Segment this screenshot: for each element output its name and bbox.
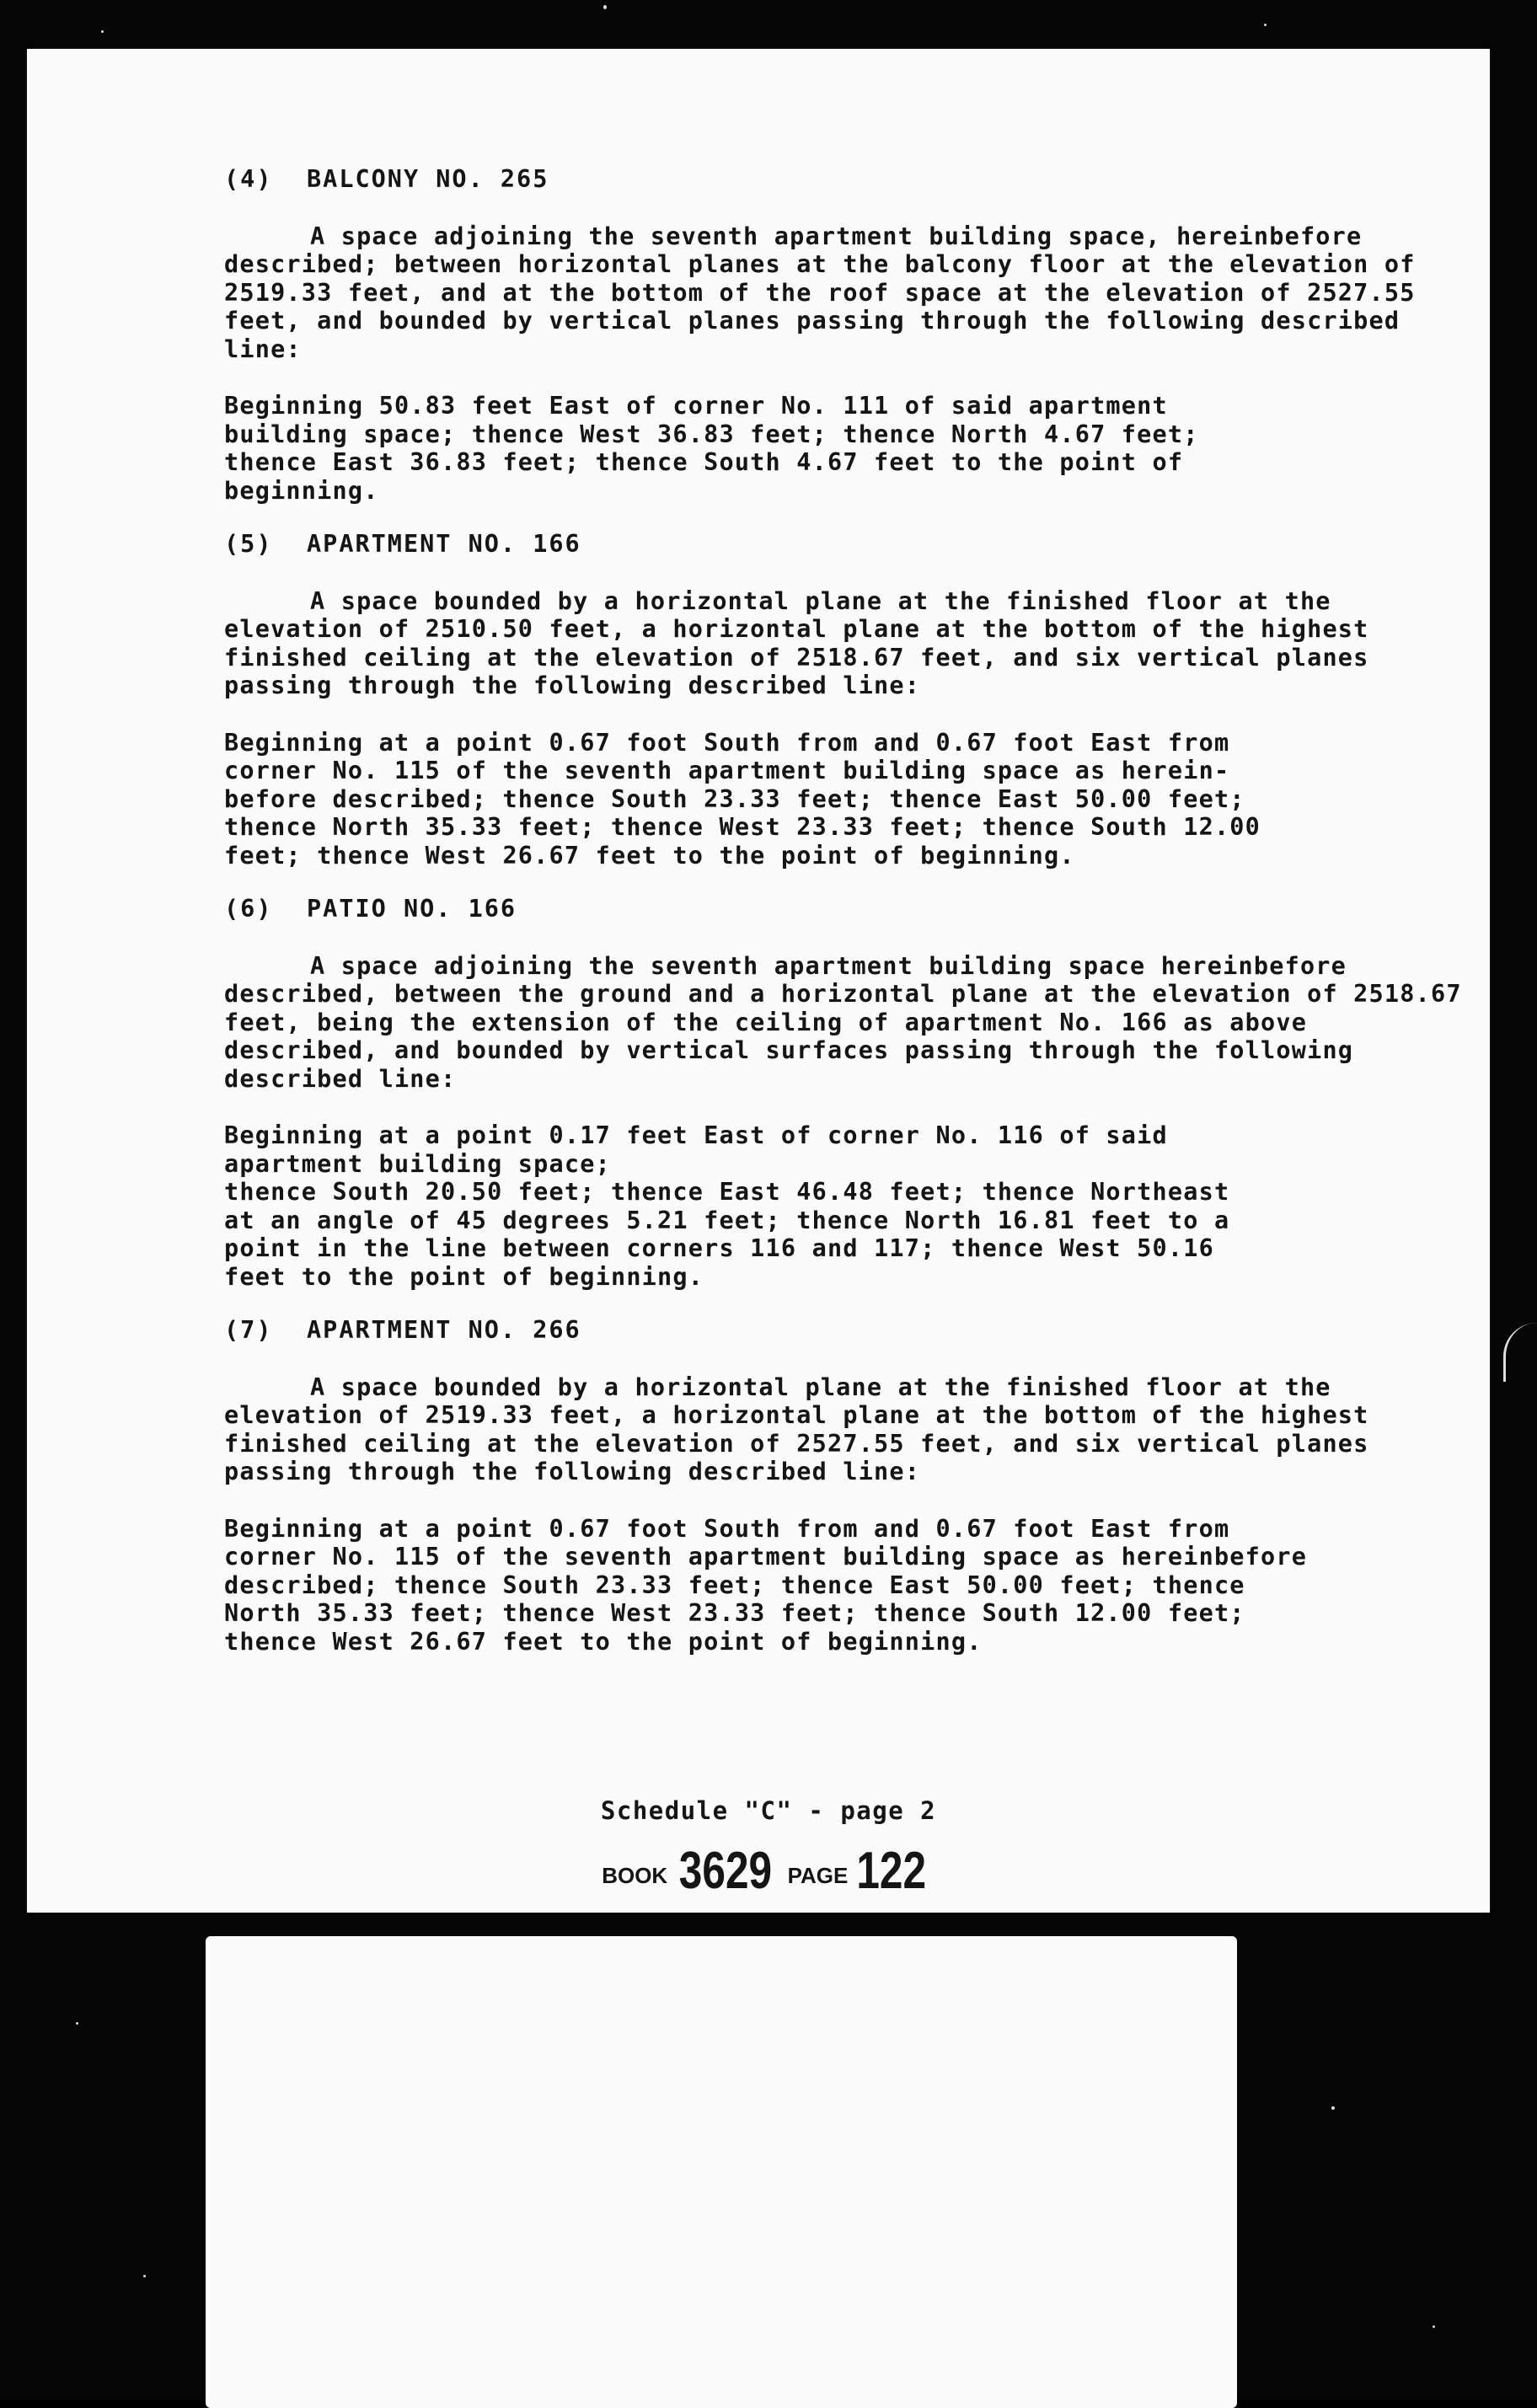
section-title: APARTMENT NO. 266 — [307, 1316, 581, 1344]
section-heading — [224, 530, 1463, 559]
section-apartment-266 — [199, 1316, 1463, 1656]
lower-blank-sheet — [206, 1936, 1237, 2408]
description-line: thence North 35.33 feet; thence West 23.33 feet; thence South 12.00 — [224, 813, 1261, 841]
description-line: thence East 36.83 feet; thence South 4.67 feet to the point of — [224, 448, 1184, 476]
section-title: BALCONY NO. 265 — [307, 165, 549, 193]
section-number: (5) — [224, 530, 273, 558]
description-line: described; thence South 23.33 feet; thence East 50.00 feet; thence — [224, 1571, 1245, 1599]
description-line: feet; thence West 26.67 feet to the point of beginning. — [224, 841, 1075, 870]
section-paragraph: A space bounded by a horizontal plane at the finished floor at the elevation of 2510.50 feet, a horizontal plane at the bottom of the highest finished ceiling at the elevation of 2518.67 feet, and six vertical planes passing through the following described line: — [224, 586, 1369, 699]
description-line: building space; thence West 36.83 feet; thence North 4.67 feet; — [224, 420, 1199, 448]
section-description — [224, 729, 1463, 870]
document-body — [199, 165, 1463, 1681]
description-line: corner No. 115 of the seventh apartment building space as herein- — [224, 757, 1230, 784]
section-paragraph: A space adjoining the seventh apartment building space hereinbefore described, between the ground and a horizontal plane at the elevation of 2518.67 feet, being the extension of the ceiling of apartment No. 166 as above described, and bounded by vertical surfaces passing through the following described line: — [224, 951, 1462, 1093]
scan-speck — [143, 2275, 146, 2277]
section-heading — [224, 165, 1463, 194]
scan-speck — [1331, 2106, 1335, 2110]
book-label: BOOK — [602, 1863, 668, 1888]
description-line: Beginning at a point 0.67 foot South from and 0.67 foot East from — [224, 1514, 1230, 1543]
section-apartment-166 — [199, 530, 1463, 870]
section-patio-166 — [199, 895, 1463, 1291]
section-paragraph: A space bounded by a horizontal plane at the finished floor at the elevation of 2519.33 feet, a horizontal plane at the bottom of the highest finished ceiling at the elevation of 2527.55 feet, and six vertical planes passing through the following described line: — [224, 1373, 1369, 1485]
section-number: (7) — [224, 1316, 273, 1344]
description-line: North 35.33 feet; thence West 23.33 feet; thence South 12.00 feet; — [224, 1599, 1245, 1627]
description-line: apartment building space; — [224, 1149, 611, 1178]
section-balcony-265 — [199, 165, 1463, 505]
page-number: 122 — [856, 1842, 927, 1900]
description-line: Beginning 50.83 feet East of corner No. 111 of said apartment — [224, 392, 1168, 420]
description-line: thence South 20.50 feet; thence East 46.48 feet; thence Northeast — [224, 1178, 1230, 1206]
scan-speck — [1264, 24, 1267, 26]
scan-speck — [1433, 2325, 1435, 2328]
schedule-page-label: Schedule "C" - page 2 — [600, 1796, 937, 1825]
description-line: corner No. 115 of the seventh apartment building space as hereinbefore — [224, 1543, 1308, 1571]
section-heading — [224, 895, 1463, 923]
description-line: at an angle of 45 degrees 5.21 feet; thence North 16.81 feet to a — [224, 1206, 1230, 1234]
description-line: before described; thence South 23.33 feet; thence East 50.00 feet; — [224, 784, 1245, 813]
scan-speck — [603, 5, 607, 9]
description-line: Beginning at a point 0.67 foot South from and 0.67 foot East from — [224, 728, 1230, 757]
section-heading — [224, 1316, 1463, 1345]
section-paragraph: A space adjoining the seventh apartment building space, hereinbefore described; between horizontal planes at the balcony floor at the elevation of 2519.33 feet, and at the bottom of the roof space at the elevation of 2527.55 feet, and bounded by vertical planes passing through the following described line: — [224, 222, 1416, 363]
section-number: (4) — [224, 165, 273, 193]
book-page-stamp — [0, 1841, 1537, 1901]
description-line: feet to the point of beginning. — [224, 1262, 704, 1291]
description-line: thence West 26.67 feet to the point of beginning. — [224, 1627, 983, 1656]
page-label: PAGE — [787, 1863, 849, 1888]
section-description — [224, 1121, 1463, 1291]
description-line: point in the line between corners 116 and 117; thence West 50.16 — [224, 1234, 1214, 1262]
section-title: APARTMENT NO. 166 — [307, 530, 581, 558]
section-number: (6) — [224, 895, 273, 923]
section-description — [224, 392, 1463, 505]
description-line: beginning. — [224, 476, 379, 505]
scan-speck — [76, 2022, 78, 2025]
section-description — [224, 1515, 1463, 1656]
book-number: 3629 — [678, 1842, 773, 1900]
section-title: PATIO NO. 166 — [307, 895, 517, 923]
description-line: Beginning at a point 0.17 feet East of corner No. 116 of said — [224, 1121, 1168, 1149]
scan-speck — [101, 30, 104, 33]
